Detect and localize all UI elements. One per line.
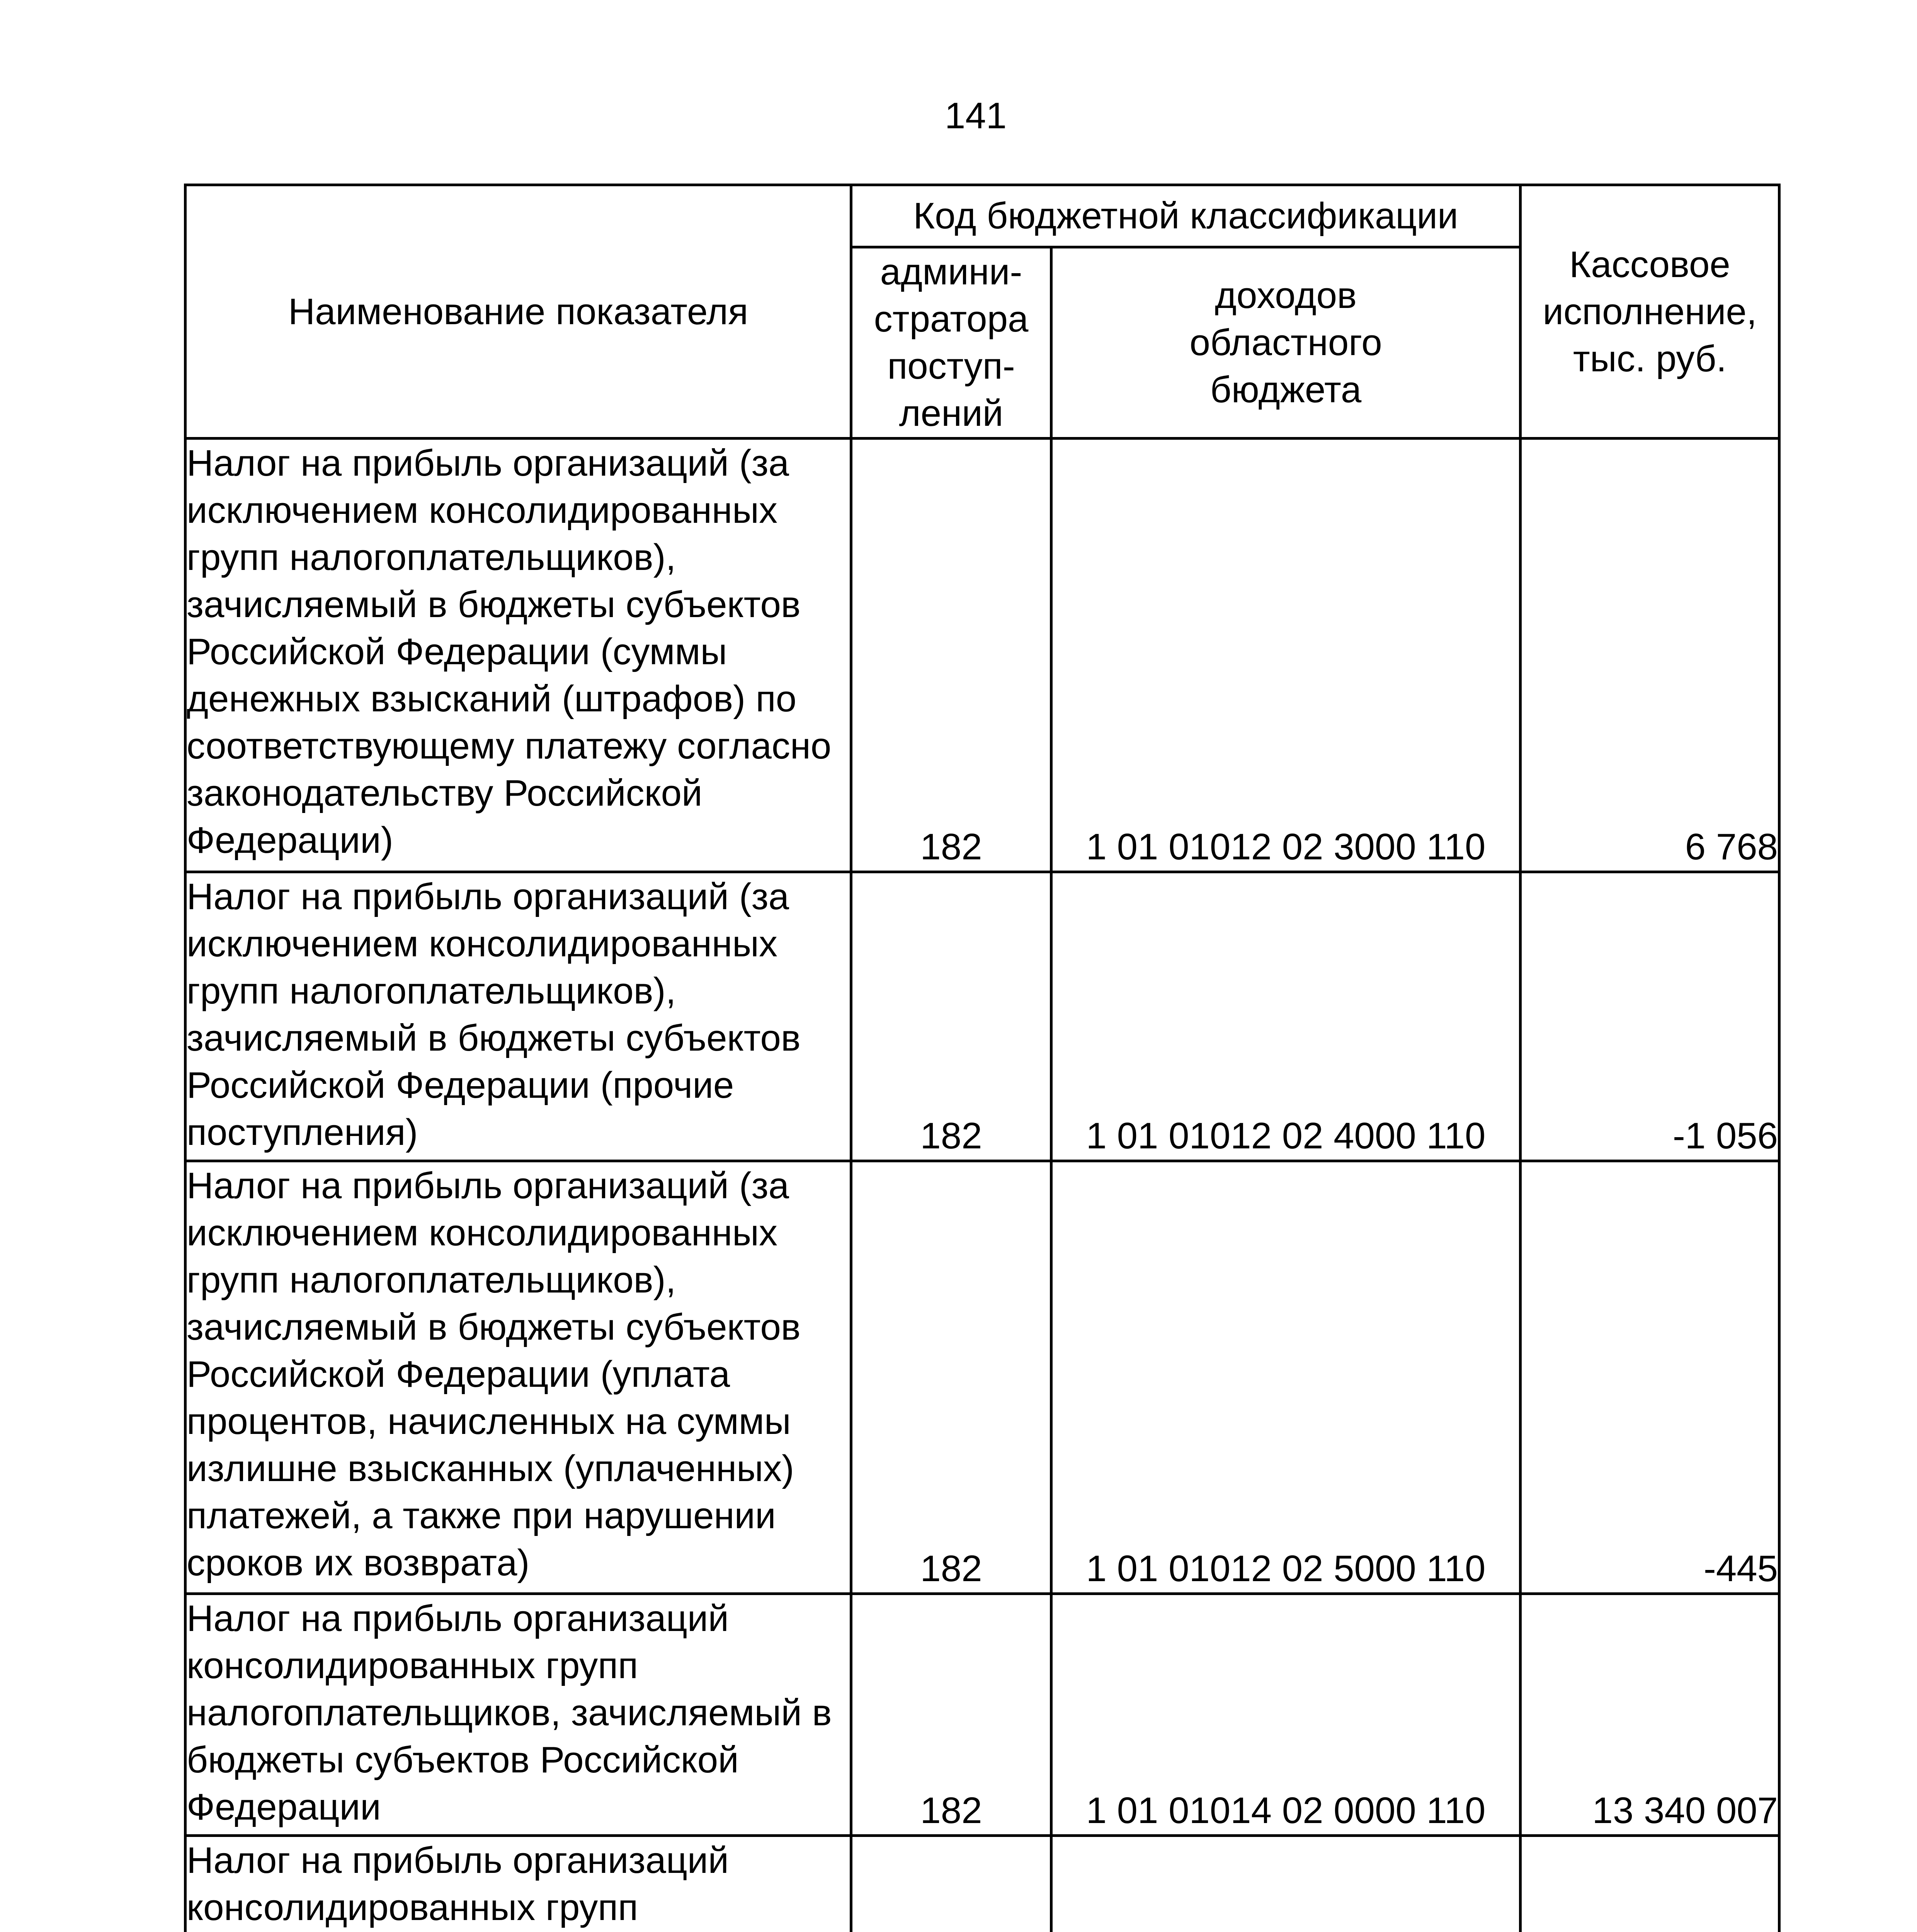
- row-amount: [1521, 1836, 1779, 1932]
- table-body: [185, 439, 1779, 1932]
- row-administrator-code: [851, 1836, 1051, 1932]
- header-classification-code: Код бюджетной классификации: [851, 185, 1521, 247]
- row-revenue-code: 1 01 01012 02 3000 110: [1051, 439, 1521, 872]
- row-indicator-name: Налог на прибыль организаций (за исключением консолидированных групп налогоплательщиков), зачисляемый в бюджеты субъектов Российской Федерации (уплата процентов, начисленных на суммы излишне взысканных (уплаченных) платежей, а также при нарушении сроков их возврата): [185, 1161, 851, 1594]
- row-amount: -445: [1521, 1161, 1779, 1594]
- row-administrator-code: 182: [851, 439, 1051, 872]
- budget-revenue-table: [184, 184, 1781, 1932]
- table-row: [185, 1161, 1779, 1594]
- row-revenue-code: 1 01 01014 02 0000 110: [1051, 1594, 1521, 1836]
- row-revenue-code: [1051, 1836, 1521, 1932]
- table-header: [185, 185, 1779, 439]
- row-indicator-name: Налог на прибыль организаций консолидированных групп налогоплательщиков, зачисляемый в бюджеты субъектов Российской Федерации: [185, 1594, 851, 1836]
- row-amount: -1 056: [1521, 872, 1779, 1161]
- row-amount: 13 340 007: [1521, 1594, 1779, 1836]
- header-administrator: админи- стратора поступ- лений: [851, 247, 1051, 439]
- row-administrator-code: 182: [851, 872, 1051, 1161]
- row-indicator-name: Налог на прибыль организаций (за исключением консолидированных групп налогоплательщиков), зачисляемый в бюджеты субъектов Российской Федерации (прочие поступления): [185, 872, 851, 1161]
- row-administrator-code: 182: [851, 1594, 1051, 1836]
- header-cash-execution: Кассовое исполнение, тыс. руб.: [1521, 185, 1779, 439]
- table-row: [185, 439, 1779, 872]
- row-indicator-name: Налог на прибыль организаций (за исключением консолидированных групп налогоплательщиков), зачисляемый в бюджеты субъектов Российской Федерации (суммы денежных взысканий (штрафов) по соответствующему платежу согласно законодательству Российской Федерации): [185, 439, 851, 872]
- table-row: [185, 1594, 1779, 1836]
- row-revenue-code: 1 01 01012 02 5000 110: [1051, 1161, 1521, 1594]
- table-row: [185, 872, 1779, 1161]
- header-indicator-name: Наименование показателя: [185, 185, 851, 439]
- row-indicator-name: Налог на прибыль организаций консолидированных групп: [185, 1836, 851, 1932]
- row-revenue-code: 1 01 01012 02 4000 110: [1051, 872, 1521, 1161]
- row-administrator-code: 182: [851, 1161, 1051, 1594]
- header-revenue-code: доходов областного бюджета: [1051, 247, 1521, 439]
- table-row: [185, 1836, 1779, 1932]
- page-number: 141: [944, 95, 1007, 136]
- row-amount: 6 768: [1521, 439, 1779, 872]
